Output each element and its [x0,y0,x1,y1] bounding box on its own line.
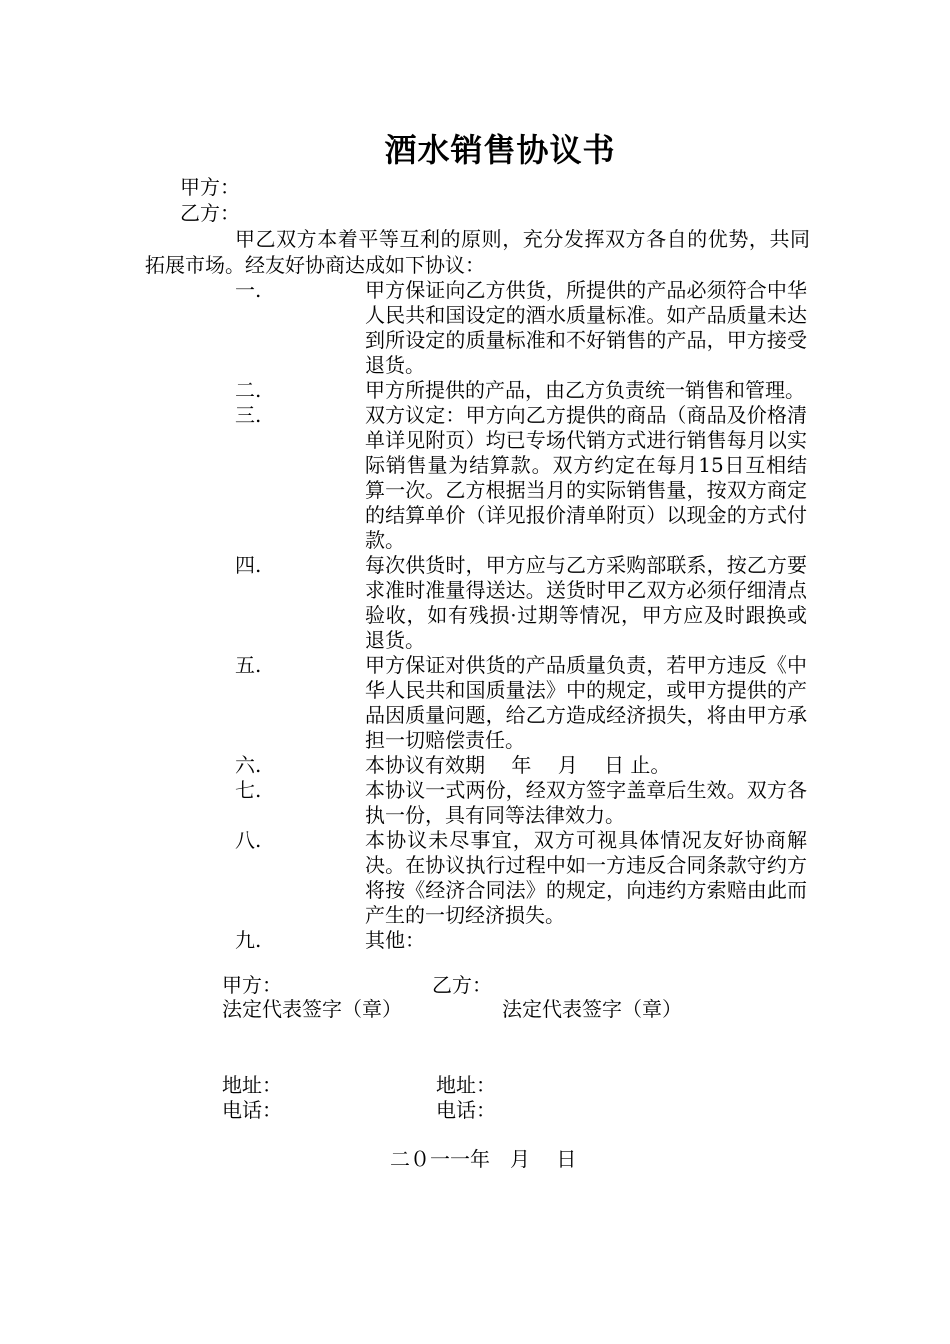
clause-3 [0,403,950,553]
clause-list [0,278,950,953]
clause-text: 甲方保证对供货的产品质量负责，若甲方违反《中华人民共和国质量法》中的规定，或甲方提供的产品因质量问题，给乙方造成经济损失，将由甲方承担一切赔偿责任。 [365,653,807,752]
clause-text: 双方议定：甲方向乙方提供的商品（商品及价格清单详见附页）均已专场代销方式进行销售每月以实际销售量为结算款。双方约定在每月15日互相结算一次。乙方根据当月的实际销售量，按双方商定的结算单价（详见报价清单附页）以现金的方式付款。 [365,403,807,552]
signature-party-a: 甲方： [222,973,282,997]
clause-text: 本协议有效期 年 月 日 止。 [365,753,671,777]
clause-text: 本协议未尽事宜，双方可视具体情况友好协商解决。在协议执行过程中如一方违反合同条款守约方将按《经济合同法》的规定，向违约方索赔由此而产生的一切经济损失。 [365,828,807,927]
signature-party-b: 乙方： [432,973,492,997]
clause-number: 三. [235,403,262,427]
clause-text: 每次供货时，甲方应与乙方采购部联系，按乙方要求准时准量得送达。送货时甲乙双方必须仔细清点验收，如有残损·过期等情况，甲方应及时跟换或退货。 [365,553,807,652]
phone-a: 电话： [222,1098,282,1122]
clause-4 [0,553,950,653]
signature-rep-b: 法定代表签字（章） [502,997,682,1021]
clause-text: 其他： [365,928,425,952]
clause-text: 甲方所提供的产品，由乙方负责统一销售和管理。 [365,378,805,402]
intro-paragraph: 甲乙双方本着平等互利的原则，充分发挥双方各自的优势，共同拓展市场。经友好协商达成如下协议： [145,227,810,277]
clause-1 [0,278,950,378]
clause-number: 二. [235,378,262,402]
signing-date: 二０一一年 月 日 [390,1147,577,1171]
signature-rep-a: 法定代表签字（章） [222,997,402,1021]
document-title: 酒水销售协议书 [384,131,616,169]
address-b: 地址： [436,1073,496,1097]
clause-5 [0,653,950,753]
clause-number: 一. [235,278,262,302]
clause-9 [0,928,950,953]
clause-7 [0,778,950,828]
clause-2 [0,378,950,403]
clause-number: 七. [235,778,262,802]
clause-6 [0,753,950,778]
clause-number: 四. [235,553,262,577]
clause-text: 本协议一式两份，经双方签字盖章后生效。双方各执一份，具有同等法律效力。 [365,778,807,827]
clause-8 [0,828,950,928]
phone-b: 电话： [436,1098,496,1122]
clause-text: 甲方保证向乙方供货，所提供的产品必须符合中华人民共和国设定的酒水质量标准。如产品质量未达到所设定的质量标准和不好销售的产品，甲方接受退货。 [365,278,807,377]
party-a-label: 甲方： [180,175,240,199]
party-b-label: 乙方： [180,201,240,225]
clause-number: 九. [235,928,262,952]
clause-number: 五. [235,653,262,677]
address-a: 地址： [222,1073,282,1097]
clause-number: 六. [235,753,262,777]
clause-number: 八. [235,828,262,852]
